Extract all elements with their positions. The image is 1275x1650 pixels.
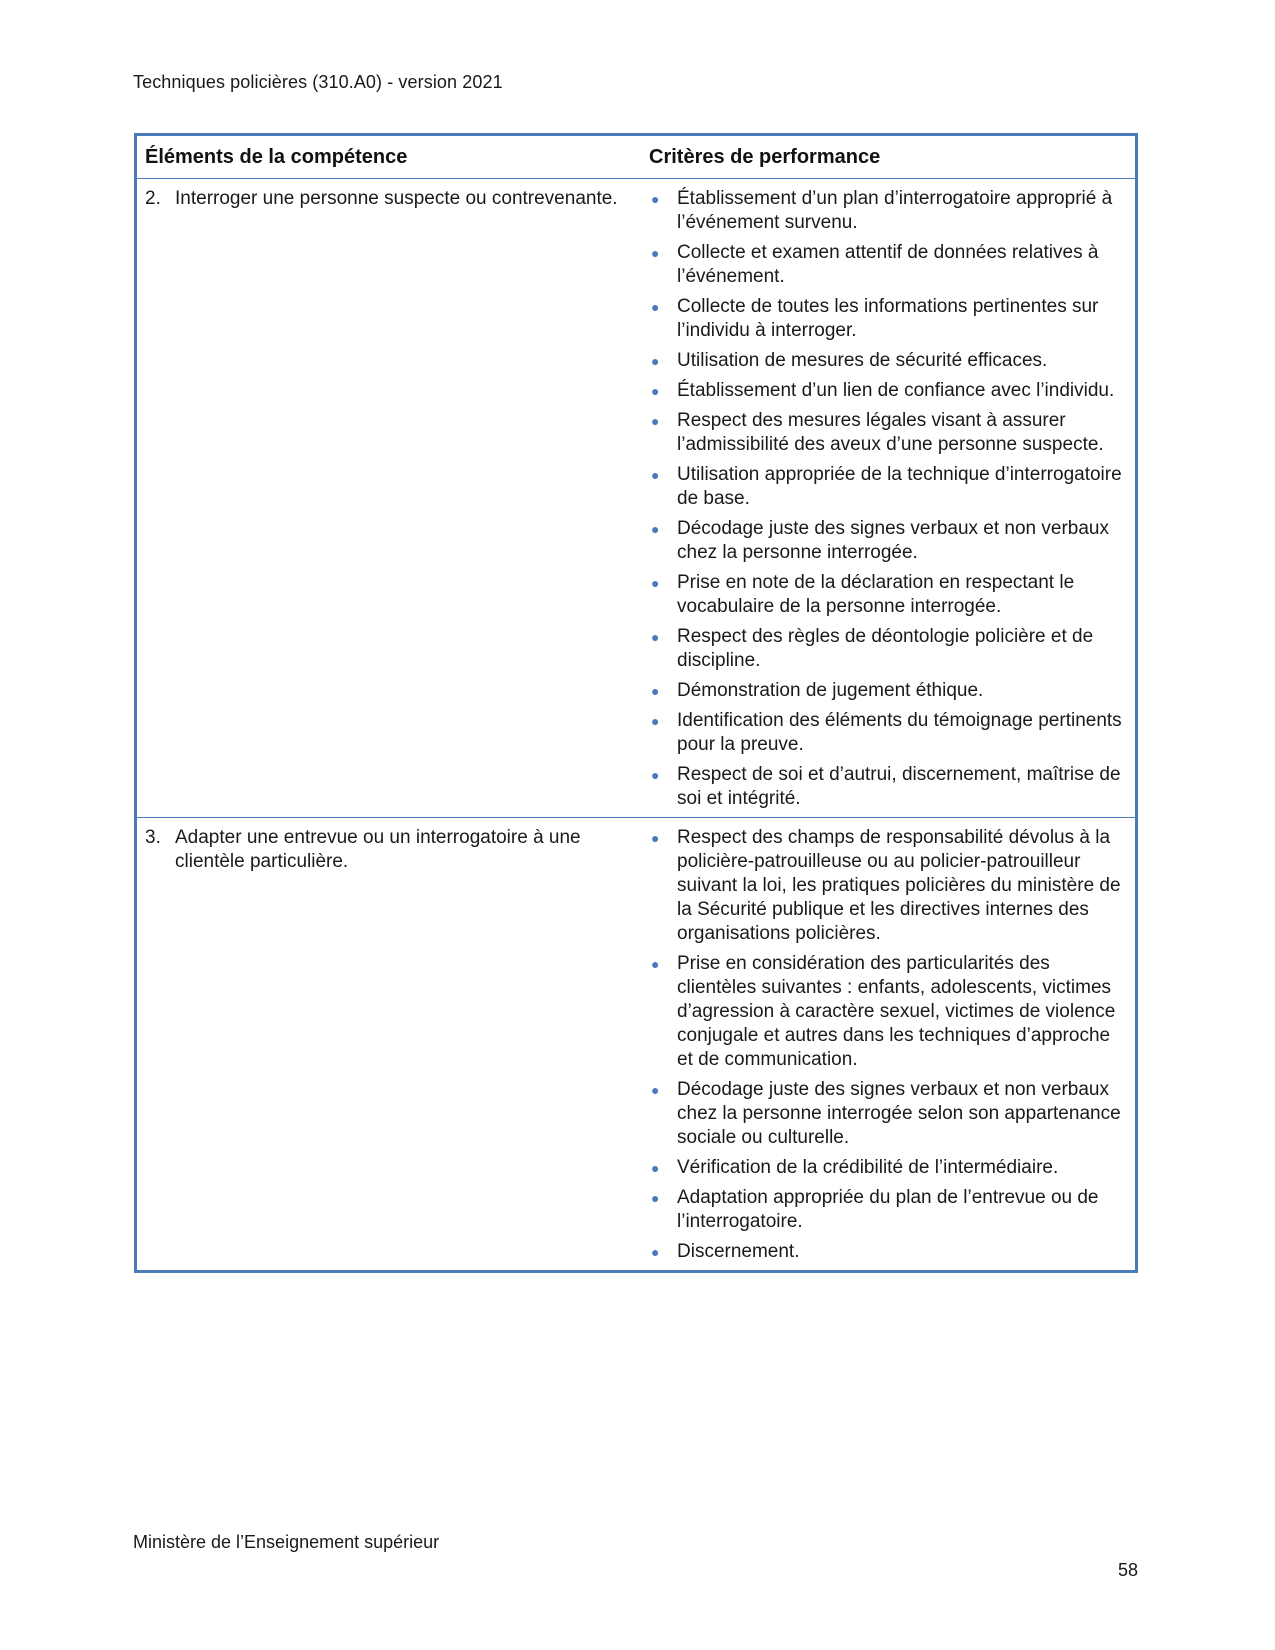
criterion-text: Discernement. bbox=[677, 1241, 800, 1262]
column-header-criteria: Critères de performance bbox=[639, 136, 1135, 179]
list-item bbox=[647, 763, 1127, 811]
competence-table-frame bbox=[134, 133, 1138, 1273]
list-item bbox=[647, 241, 1127, 289]
bullet-icon: ● bbox=[651, 521, 660, 537]
bullet-icon: ● bbox=[651, 683, 660, 699]
bullet-icon: ● bbox=[651, 713, 660, 729]
list-item bbox=[647, 1186, 1127, 1234]
list-item bbox=[647, 517, 1127, 565]
page-number: 58 bbox=[1117, 1560, 1138, 1580]
column-header-elements: Éléments de la compétence bbox=[137, 136, 639, 179]
criterion-text: Respect des mesures légales visant à assurer l’admissibilité des aveux d’une personne suspecte. bbox=[677, 410, 1104, 455]
criterion-text: Utilisation de mesures de sécurité efficaces. bbox=[677, 350, 1048, 371]
bullet-icon: ● bbox=[651, 299, 660, 315]
list-item bbox=[647, 709, 1127, 757]
list-item bbox=[647, 826, 1127, 946]
criterion-text: Identification des éléments du témoignage pertinents pour la preuve. bbox=[677, 710, 1122, 755]
criterion-text: Utilisation appropriée de la technique d’interrogatoire de base. bbox=[677, 464, 1122, 509]
bullet-icon: ● bbox=[651, 383, 660, 399]
criterion-text: Respect des règles de déontologie policière et de discipline. bbox=[677, 626, 1094, 671]
bullet-icon: ● bbox=[651, 575, 660, 591]
bullet-icon: ● bbox=[651, 245, 660, 261]
list-item bbox=[647, 379, 1127, 403]
element-cell bbox=[137, 818, 639, 1271]
bullet-icon: ● bbox=[651, 191, 660, 207]
bullet-icon: ● bbox=[651, 956, 660, 972]
criterion-text: Prise en note de la déclaration en respectant le vocabulaire de la personne interrogée. bbox=[677, 572, 1075, 617]
criterion-text: Démonstration de jugement éthique. bbox=[677, 680, 984, 701]
criteria-cell bbox=[639, 818, 1135, 1271]
list-item bbox=[647, 571, 1127, 619]
criterion-text: Adaptation appropriée du plan de l’entrevue ou de l’interrogatoire. bbox=[677, 1187, 1099, 1232]
list-item bbox=[647, 952, 1127, 1072]
criteria-list bbox=[647, 826, 1127, 1264]
element-number: 3. bbox=[145, 827, 161, 848]
element-label: Interroger une personne suspecte ou contrevenante. bbox=[175, 188, 618, 209]
list-item bbox=[647, 1078, 1127, 1150]
criterion-text: Établissement d’un lien de confiance avec l’individu. bbox=[677, 380, 1115, 401]
list-item bbox=[647, 679, 1127, 703]
criterion-text: Respect de soi et d’autrui, discernement, maîtrise de soi et intégrité. bbox=[677, 764, 1121, 809]
list-item bbox=[647, 625, 1127, 673]
competence-table bbox=[137, 136, 1135, 1270]
criterion-text: Collecte et examen attentif de données relatives à l’événement. bbox=[677, 242, 1099, 287]
criterion-text: Vérification de la crédibilité de l’intermédiaire. bbox=[677, 1157, 1059, 1178]
list-item bbox=[647, 295, 1127, 343]
bullet-icon: ● bbox=[651, 1244, 660, 1260]
list-item bbox=[647, 1240, 1127, 1264]
table-row bbox=[137, 818, 1135, 1271]
bullet-icon: ● bbox=[651, 1082, 660, 1098]
list-item bbox=[647, 187, 1127, 235]
bullet-icon: ● bbox=[651, 1160, 660, 1176]
table-row bbox=[137, 179, 1135, 818]
bullet-icon: ● bbox=[651, 413, 660, 429]
bullet-icon: ● bbox=[651, 767, 660, 783]
criterion-text: Établissement d’un plan d’interrogatoire approprié à l’événement survenu. bbox=[677, 188, 1113, 233]
element-number: 2. bbox=[145, 188, 161, 209]
criterion-text: Respect des champs de responsabilité dévolus à la policière-patrouilleuse ou au policier-patrouilleur suivant la loi, les pratiques policières du ministère de la Sécurité publique et les directives internes des organisations policières. bbox=[677, 827, 1121, 944]
criteria-cell bbox=[639, 179, 1135, 818]
element-label: Adapter une entrevue ou un interrogatoire à une clientèle particulière. bbox=[175, 827, 581, 872]
list-item bbox=[647, 349, 1127, 373]
list-item bbox=[647, 1156, 1127, 1180]
element-cell bbox=[137, 179, 639, 818]
criterion-text: Décodage juste des signes verbaux et non verbaux chez la personne interrogée. bbox=[677, 518, 1109, 563]
running-header: Techniques policières (310.A0) - version 2021 bbox=[133, 72, 503, 92]
criteria-list bbox=[647, 187, 1127, 811]
table-header-row bbox=[137, 136, 1135, 179]
bullet-icon: ● bbox=[651, 467, 660, 483]
bullet-icon: ● bbox=[651, 353, 660, 369]
footer-ministry: Ministère de l’Enseignement supérieur bbox=[133, 1532, 440, 1552]
criterion-text: Prise en considération des particularités des clientèles suivantes : enfants, adolescents, victimes d’agression à caractère sexuel, victimes de violence conjugale et autres dans les techniques d’approche et de communication. bbox=[677, 953, 1116, 1070]
criterion-text: Collecte de toutes les informations pertinentes sur l’individu à interroger. bbox=[677, 296, 1099, 341]
bullet-icon: ● bbox=[651, 629, 660, 645]
list-item bbox=[647, 409, 1127, 457]
list-item bbox=[647, 463, 1127, 511]
bullet-icon: ● bbox=[651, 830, 660, 846]
bullet-icon: ● bbox=[651, 1190, 660, 1206]
criterion-text: Décodage juste des signes verbaux et non verbaux chez la personne interrogée selon son appartenance sociale ou culturelle. bbox=[677, 1079, 1121, 1148]
